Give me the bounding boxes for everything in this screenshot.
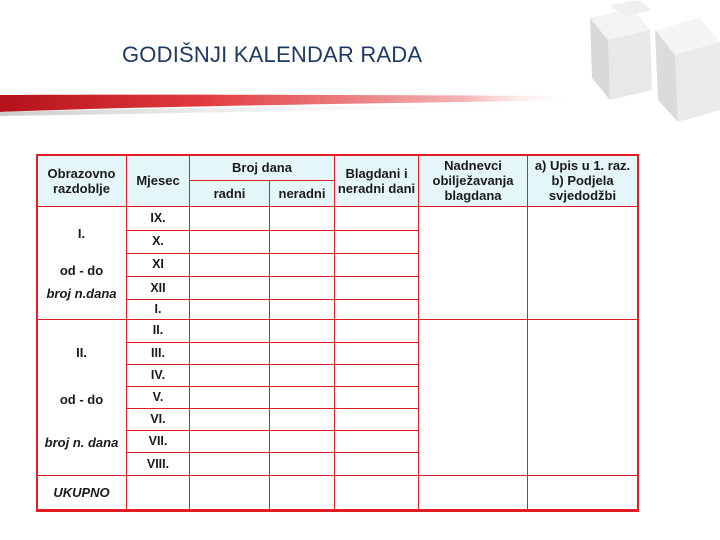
month-cell: XI bbox=[127, 253, 190, 276]
cell bbox=[190, 364, 270, 386]
cell bbox=[270, 253, 335, 276]
cube-decoration-icon bbox=[560, 0, 720, 150]
cell bbox=[190, 342, 270, 364]
cell bbox=[270, 300, 335, 320]
cell bbox=[190, 253, 270, 276]
month-cell: II. bbox=[127, 320, 190, 342]
header-month: Mjesec bbox=[127, 155, 190, 207]
cell bbox=[419, 320, 528, 475]
month-cell: VII. bbox=[127, 431, 190, 453]
cell bbox=[335, 453, 419, 475]
cell bbox=[270, 342, 335, 364]
cell bbox=[335, 431, 419, 453]
cell bbox=[270, 386, 335, 408]
period-2-roman: II. bbox=[76, 345, 87, 360]
header-day-count: Broj dana bbox=[190, 155, 335, 181]
header-period: Obrazovno razdoblje bbox=[37, 155, 127, 207]
cell bbox=[419, 207, 528, 320]
cell bbox=[335, 386, 419, 408]
total-label: UKUPNO bbox=[37, 475, 127, 509]
cell bbox=[335, 320, 419, 342]
month-cell: X. bbox=[127, 230, 190, 253]
cell bbox=[528, 320, 638, 475]
cell bbox=[270, 364, 335, 386]
cell bbox=[335, 300, 419, 320]
header-working-days: radni bbox=[190, 181, 270, 207]
header-holidays: Blagdani i neradni dani bbox=[335, 155, 419, 207]
cell bbox=[528, 207, 638, 320]
period-2-cell bbox=[37, 320, 127, 475]
cell bbox=[270, 409, 335, 431]
cell bbox=[190, 300, 270, 320]
month-cell: VI. bbox=[127, 409, 190, 431]
cell bbox=[335, 342, 419, 364]
cell bbox=[270, 277, 335, 300]
cell bbox=[190, 409, 270, 431]
header-enrollment: a) Upis u 1. raz. b) Podjela svjedodžbi bbox=[528, 155, 638, 207]
cell bbox=[528, 475, 638, 509]
period-1-range: od - do bbox=[59, 262, 104, 278]
cell bbox=[335, 277, 419, 300]
cell bbox=[190, 207, 270, 230]
cell bbox=[270, 230, 335, 253]
cell bbox=[127, 475, 190, 509]
cell bbox=[335, 253, 419, 276]
month-cell: VIII. bbox=[127, 453, 190, 475]
month-cell: V. bbox=[127, 386, 190, 408]
cell bbox=[270, 431, 335, 453]
calendar-table bbox=[36, 154, 638, 510]
cell bbox=[270, 320, 335, 342]
cell bbox=[335, 207, 419, 230]
period-2-range: od - do bbox=[59, 392, 104, 407]
month-cell: XII bbox=[127, 277, 190, 300]
page-title: GODIŠNJI KALENDAR RADA bbox=[122, 42, 423, 67]
cell bbox=[270, 207, 335, 230]
cell bbox=[190, 277, 270, 300]
cell bbox=[190, 230, 270, 253]
cell bbox=[335, 475, 419, 509]
header-dates: Nadnevci obilježavanja blagdana bbox=[419, 155, 528, 207]
cell bbox=[190, 453, 270, 475]
period-1-roman: I. bbox=[77, 225, 86, 241]
month-cell: III. bbox=[127, 342, 190, 364]
cell bbox=[419, 475, 528, 509]
cell bbox=[335, 364, 419, 386]
header-non-working-days: neradni bbox=[270, 181, 335, 207]
cell bbox=[190, 431, 270, 453]
cell bbox=[335, 409, 419, 431]
period-2-days: broj n. dana bbox=[44, 435, 119, 450]
cell bbox=[190, 386, 270, 408]
month-cell: IV. bbox=[127, 364, 190, 386]
cell bbox=[335, 230, 419, 253]
month-cell: I. bbox=[127, 300, 190, 320]
cell bbox=[270, 475, 335, 509]
cell bbox=[190, 320, 270, 342]
month-cell: IX. bbox=[127, 207, 190, 230]
period-1-cell bbox=[37, 207, 127, 320]
cell bbox=[270, 453, 335, 475]
cell bbox=[190, 475, 270, 509]
period-1-days: broj n.dana bbox=[46, 285, 117, 301]
